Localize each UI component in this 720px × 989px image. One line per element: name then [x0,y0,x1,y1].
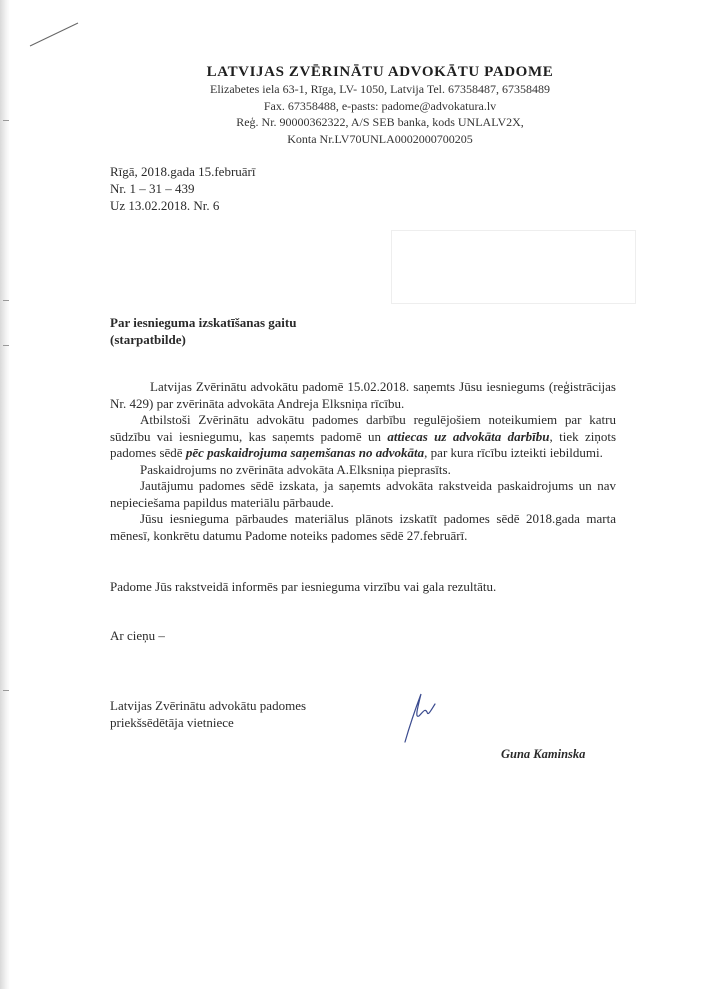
reply-reference: Uz 13.02.2018. Nr. 6 [110,198,220,213]
scan-edge [0,0,10,989]
organization-name: LATVIJAS ZVĒRINĀTU ADVOKĀTU PADOME [206,64,554,80]
address-line: Elizabetes iela 63-1, Rīga, LV- 1050, Latvija Tel. 67358487, 67358489 [210,82,550,96]
letterhead [0,64,720,147]
signer-title-line: priekšsēdētāja vietniece [110,715,234,730]
letter-date: Rīgā, 2018.gada 15.februārī [110,164,256,179]
closing-statement: Padome Jūs rakstveidā informēs par iesnieguma virzību vai gala rezultātu. [110,579,497,594]
letter-body [110,379,616,544]
scan-tick [3,690,9,691]
paragraph: Jautājumu padomes sēdē izskata, ja saņemts advokāta rakstveida paskaidrojums un nav nepieciešama papildus materiālu pārbaude. [110,478,616,510]
emphasis: pēc paskaidrojuma saņemšanas no advokāta [185,445,425,460]
reference-block [110,163,255,214]
signature [395,690,440,745]
fax-email-line: Fax. 67358488, e-pasts: padome@advokatura.lv [263,98,497,113]
emphasis: attiecas uz advokāta darbību [387,428,550,444]
scan-tick [3,300,9,301]
regards: Ar cieņu – [110,628,165,643]
registration-line: Reģ. Nr. 90000362322, A/S SEB banka, kods UNLALV2X, [236,115,524,129]
text-run: , par kura rīcību izteikti iebildumi. [424,445,603,460]
text-run: , tiek ziņots padomes sēdē [110,428,616,460]
paragraph [110,412,616,462]
paragraph: Jūsu iesnieguma pārbaudes materiālus plānots izskatīt padomes sēdē 2018.gada marta mēnesī, konkrētu datumu Padome noteiks padomes sēdē 27.februārī. [110,511,616,543]
signer-title [110,697,306,731]
signer-name: Guna Kaminska [501,747,586,761]
scan-tick [3,345,9,346]
subject-subline: (starpatbilde) [110,332,186,347]
pen-mark [28,20,83,48]
signer-title-line: Latvijas Zvērinātu advokātu padomes [110,698,307,713]
letter-number: Nr. 1 – 31 – 439 [110,181,195,196]
redacted-recipient [391,230,636,304]
subject-line: Par iesnieguma izskatīšanas gaitu [110,315,297,330]
text-run: Atbilstoši Zvērinātu advokātu padomes darbību regulējošiem noteikumiem par katru sūdzību vai iesniegumu, kas saņemts padomē un [110,412,616,444]
account-line: Konta Nr.LV70UNLA0002000700205 [287,131,473,146]
paragraph: Latvijas Zvērinātu advokātu padomē 15.02.2018. saņemts Jūsu iesniegums (reģistrācijas Nr. 429) par zvērināta advokāta Andreja Elksniņa rīcību. [110,379,616,411]
paragraph: Paskaidrojums no zvērināta advokāta A.Elksniņa pieprasīts. [140,461,451,477]
subject [110,314,296,348]
